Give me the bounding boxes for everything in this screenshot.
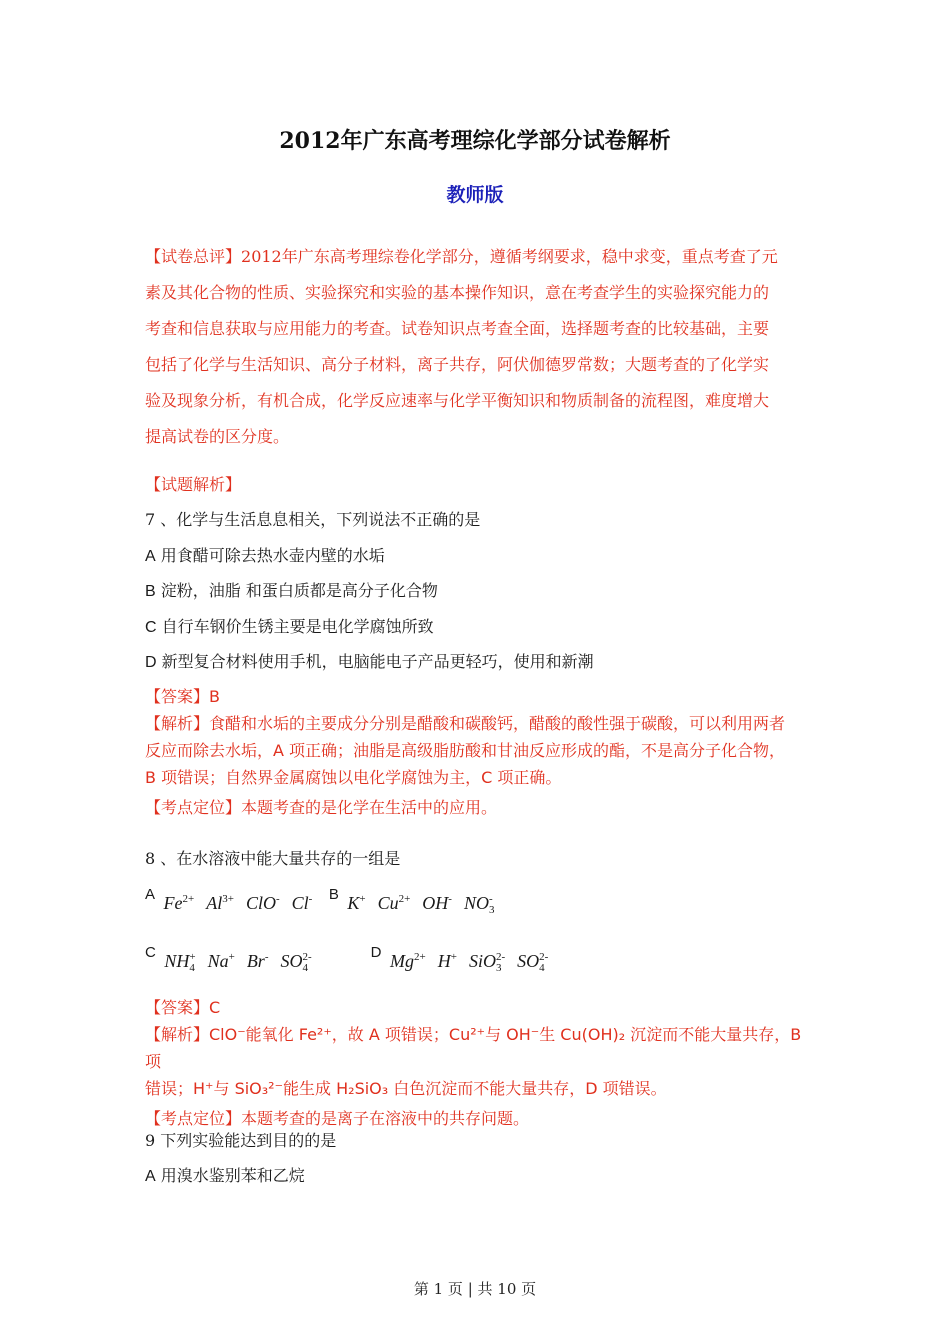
q7-answer-block (145, 683, 817, 821)
q7-option-d: D 新型复合材料使用手机，电脑能电子产品更轻巧，使用和新潮 (145, 652, 594, 671)
q7-analysis-line: 【解析】食醋和水垢的主要成分分别是醋酸和碳酸钙，醋酸的酸性强于碳酸，可以利用两者 (145, 714, 786, 733)
q8-answer: 【答案】C (145, 998, 221, 1017)
q9-stem: 9 下列实验能达到目的的是 (145, 1131, 337, 1150)
ion-formula: ClO- (245, 893, 280, 913)
ion-formula: H+ (437, 951, 457, 971)
ion-formula: $Fe^{2+}$ (163, 893, 195, 913)
q8-option-d-ions (390, 950, 560, 974)
ion-formula: SO 2- 4 (280, 950, 312, 974)
summary-line: 【试卷总评】2012年广东高考理综卷化学部分，遵循考纲要求，稳中求变，重点考查了元 (145, 247, 778, 266)
ion-formula: OH- (422, 893, 452, 913)
q7-analysis-line: B 项错误；自然界金属腐蚀以电化学腐蚀为主，C 项正确。 (145, 768, 562, 787)
q7-stem: 7 、化学与生活息息相关，下列说法不正确的是 (145, 510, 481, 529)
q8-option-b-ions (347, 892, 506, 916)
ion-formula: $Cu^{2+}$ (377, 893, 411, 913)
ion-formula: SiO 2- 3 (468, 950, 506, 974)
q7-option-a: A 用食醋可除去热水壶内壁的水垢 (145, 546, 385, 565)
q8-answer-block (145, 994, 817, 1132)
q7-analysis-line: 反应而除去水垢，A 项正确；油脂是高级脂肪酸和甘油反应形成的酯，不是高分子化合物， (145, 741, 786, 760)
ion-formula: $Mg^{2+}$ (390, 951, 426, 971)
page-subtitle: 教师版 (446, 184, 504, 206)
summary-line: 素及其化合物的性质、实验探究和实验的基本操作知识，意在考查学生的实验探究能力的 (145, 283, 770, 302)
q8-analysis-line: 【解析】ClO⁻能氧化 Fe²⁺，故 A 项错误；Cu²⁺与 OH⁻生 Cu(OH)₂ 沉淀而不能大量共存，B 项 (145, 1025, 802, 1071)
summary-paragraph (145, 239, 813, 455)
summary-line: 验及现象分析，有机合成，化学反应速率与化学平衡知识和物质制备的流程图，难度增大 (145, 391, 770, 410)
ion-formula: NO - 3 (463, 892, 495, 916)
q8-row-cd (145, 944, 560, 974)
ion-formula: $Al^{3+}$ (206, 893, 234, 913)
section-heading: 【试题解析】 (145, 475, 242, 494)
q8-option-c-ions (164, 950, 323, 974)
q8-option-d-label: D (370, 944, 382, 961)
q7-answer: 【答案】B (145, 687, 220, 706)
ion-formula: Br- (246, 951, 269, 971)
q8-point: 【考点定位】本题考查的是离子在溶液中的共存问题。 (145, 1109, 530, 1128)
q8-option-a-ions (164, 893, 325, 913)
q8-stem: 8 、在水溶液中能大量共存的一组是 (145, 849, 401, 868)
q8-option-a-label: A (145, 886, 156, 903)
page-title: 2012年广东高考理综化学部分试卷解析 (279, 128, 671, 154)
ion-formula: Cl- (291, 893, 313, 913)
ion-formula: K+ (347, 893, 366, 913)
summary-line: 提高试卷的区分度。 (145, 427, 290, 446)
q8-option-b-label: B (328, 886, 339, 903)
ion-formula: NH + 4 (164, 950, 196, 974)
ion-formula: Na+ (207, 951, 235, 971)
summary-line: 考查和信息获取与应用能力的考查。试卷知识点考查全面，选择题考查的比较基础，主要 (145, 319, 770, 338)
q7-option-c: C 自行车钢价生锈主要是电化学腐蚀所致 (145, 617, 434, 636)
summary-line: 包括了化学与生活知识、高分子材料，离子共存，阿伏伽德罗常数；大题考查的了化学实 (145, 355, 770, 374)
q8-option-c-label: C (145, 944, 156, 961)
summary-tag: 【试卷总评】 (145, 247, 242, 266)
q8-row-ab (145, 886, 506, 916)
q7-point: 【考点定位】本题考查的是化学在生活中的应用。 (145, 798, 498, 817)
ion-formula: SO 2- 4 (517, 950, 549, 974)
q7-option-b: B 淀粉，油脂 和蛋白质都是高分子化合物 (145, 581, 438, 600)
page-footer: 第 1 页 | 共 10 页 (413, 1280, 537, 1298)
q9-option-a: A 用溴水鉴别苯和乙烷 (145, 1166, 305, 1185)
q8-analysis-line: 错误；H⁺与 SiO₃²⁻能生成 H₂SiO₃ 白色沉淀而不能大量共存，D 项错误。 (145, 1079, 667, 1098)
